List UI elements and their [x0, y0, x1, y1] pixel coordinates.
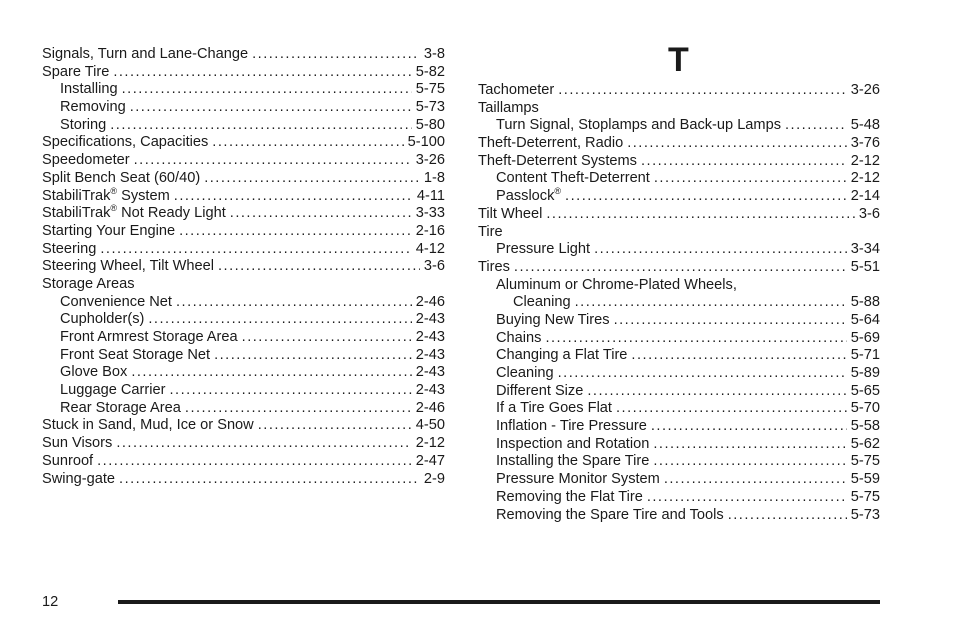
index-entry-page: 5-75	[415, 81, 445, 98]
dot-leader	[176, 294, 412, 312]
index-entry-page: 5-75	[850, 488, 880, 505]
index-entry-page: 2-47	[415, 452, 445, 469]
index-entry-label: Starting Your Engine	[42, 222, 176, 239]
index-entry-page: 5-88	[850, 294, 880, 311]
index-entry-label: Content Theft-Deterrent	[496, 170, 650, 187]
dot-leader	[647, 489, 847, 507]
index-entry-label: Removing the Flat Tire	[496, 488, 643, 505]
index-entry-page: 5-51	[850, 258, 880, 275]
index-entry	[478, 507, 880, 525]
dot-leader	[653, 436, 846, 454]
index-column-right	[478, 82, 880, 524]
dot-leader	[614, 312, 847, 330]
dot-leader	[100, 241, 411, 259]
dot-leader	[728, 507, 847, 525]
index-entry-page: 2-43	[415, 329, 445, 345]
index-entry-label: Taillamps	[478, 99, 539, 116]
footer-rule	[118, 600, 880, 604]
index-entry	[478, 312, 880, 330]
index-entry	[42, 81, 445, 99]
index-entry-page: 2-9	[423, 470, 445, 487]
dot-leader	[131, 364, 411, 382]
index-entry	[42, 205, 445, 223]
index-entry-label: Removing the Spare Tire and Tools	[496, 506, 724, 523]
dot-leader	[565, 188, 847, 206]
index-entry	[42, 185, 445, 206]
index-entry-page: 4-50	[415, 417, 445, 434]
dot-leader	[119, 471, 420, 489]
index-entry	[42, 329, 445, 347]
dot-leader	[664, 471, 847, 489]
index-entry-page: 5-73	[415, 99, 445, 116]
index-entry-label: Tire	[478, 223, 503, 240]
index-entry-page: 2-12	[415, 435, 445, 452]
index-entry-page: 5-59	[850, 471, 880, 488]
dot-leader	[587, 383, 846, 401]
index-entry-label: Sun Visors	[42, 435, 113, 452]
index-entry	[478, 400, 880, 418]
index-entry-page: 3-6	[423, 258, 445, 275]
index-entry-page: 5-65	[850, 382, 880, 399]
index-entry	[42, 258, 445, 276]
index-entry-label: Speedometer	[42, 152, 130, 169]
index-entry-label: Front Armrest Storage Area	[60, 329, 238, 345]
index-entry-page: 1-8	[423, 169, 445, 186]
dot-leader	[113, 64, 411, 82]
index-entry-label: If a Tire Goes Flat	[496, 400, 612, 417]
dot-leader	[575, 294, 847, 312]
index-entry-page: 3-34	[850, 241, 880, 258]
index-entry-page: 5-62	[850, 435, 880, 452]
dot-leader	[252, 46, 420, 64]
index-entry-page: 5-100	[407, 134, 445, 151]
index-entry-page: 5-69	[850, 329, 880, 346]
dot-leader	[651, 418, 847, 436]
dot-leader	[185, 400, 412, 418]
index-entry-page: 5-82	[415, 63, 445, 80]
index-entry-page: 3-8	[423, 46, 445, 62]
index-entry-label: Different Size	[496, 382, 584, 399]
registered-mark: ®	[110, 203, 118, 214]
index-entry-label: Turn Signal, Stoplamps and Back-up Lamps	[496, 117, 781, 134]
dot-leader	[514, 259, 847, 277]
dot-leader	[545, 330, 846, 348]
index-entry	[42, 223, 445, 241]
dot-leader	[212, 134, 403, 152]
index-entry-label: Front Seat Storage Net	[60, 346, 211, 363]
index-entry	[42, 64, 445, 82]
dot-leader	[214, 347, 412, 365]
index-entry	[42, 471, 445, 489]
index-entry-label: Inflation - Tire Pressure	[496, 418, 647, 435]
index-entry-page: 3-26	[415, 152, 445, 169]
index-entry-label: Stuck in Sand, Mud, Ice or Snow	[42, 417, 254, 434]
index-entry	[42, 134, 445, 152]
index-entry	[42, 435, 445, 453]
index-entry	[42, 117, 445, 135]
dot-leader	[148, 311, 411, 329]
index-entry	[478, 224, 880, 242]
index-entry	[478, 347, 880, 365]
index-entry	[478, 100, 880, 118]
index-entry	[42, 400, 445, 418]
index-entry-label: Pressure Light	[496, 241, 591, 258]
dot-leader	[616, 400, 847, 418]
index-entry-page: 4-11	[416, 187, 445, 204]
index-entry	[42, 382, 445, 400]
index-entry-label: Aluminum or Chrome-Plated Wheels,	[496, 276, 737, 293]
index-entry-label: Cupholder(s)	[60, 311, 145, 328]
index-entry	[478, 188, 880, 206]
index-entry	[478, 453, 880, 471]
index-entry-label: Luggage Carrier	[60, 382, 166, 399]
index-entry-page: 5-80	[415, 116, 445, 133]
index-entry	[478, 436, 880, 454]
section-letter: T	[668, 41, 689, 79]
index-entry	[478, 489, 880, 507]
index-entry	[42, 170, 445, 188]
registered-mark: ®	[110, 185, 118, 196]
index-entry-page: 3-33	[415, 205, 445, 222]
index-entry	[478, 418, 880, 436]
dot-leader	[641, 153, 847, 171]
index-entry	[42, 152, 445, 170]
index-entry-label: StabiliTrak® System	[42, 185, 170, 204]
dot-leader	[218, 258, 420, 276]
index-entry	[42, 276, 445, 294]
index-entry-page: 5-64	[850, 311, 880, 328]
index-entry-page: 4-12	[415, 240, 445, 257]
dot-leader	[230, 205, 412, 223]
index-entry-label: Theft-Deterrent Systems	[478, 152, 637, 169]
dot-leader	[204, 170, 420, 188]
index-entry-label: Installing the Spare Tire	[496, 453, 650, 470]
index-entry-label: Signals, Turn and Lane-Change	[42, 46, 249, 62]
index-entry	[478, 383, 880, 401]
index-entry-page: 2-43	[415, 364, 445, 381]
index-entry-label: Changing a Flat Tire	[496, 347, 628, 364]
index-entry-label: Theft-Deterrent, Radio	[478, 135, 624, 152]
index-entry-label: Glove Box	[60, 364, 128, 381]
index-entry-page: 2-43	[415, 311, 445, 328]
dot-leader	[169, 382, 411, 400]
index-entry-page: 2-46	[415, 399, 445, 416]
index-entry-label: Tires	[478, 258, 510, 275]
dot-leader	[558, 365, 847, 383]
index-entry-label: Passlock®	[496, 186, 562, 205]
index-entry	[42, 417, 445, 435]
index-entry-label: Buying New Tires	[496, 311, 610, 328]
index-entry-page: 3-6	[858, 205, 880, 222]
index-entry-page: 2-16	[415, 222, 445, 239]
dot-leader	[116, 435, 411, 453]
index-entry	[478, 330, 880, 348]
dot-leader	[122, 81, 412, 99]
index-entry	[42, 347, 445, 365]
index-entry-label: Spare Tire	[42, 63, 110, 80]
index-entry-label: Steering Wheel, Tilt Wheel	[42, 258, 214, 275]
index-entry-page: 2-43	[415, 346, 445, 363]
index-entry	[42, 453, 445, 471]
index-entry-label: Storage Areas	[42, 275, 135, 292]
index-entry-page: 2-12	[850, 170, 880, 187]
index-entry	[478, 206, 880, 224]
index-entry	[478, 471, 880, 489]
index-entry	[478, 170, 880, 188]
dot-leader	[594, 241, 847, 259]
index-entry-label: Pressure Monitor System	[496, 471, 660, 488]
index-entry-page: 3-26	[850, 82, 880, 98]
index-entry	[478, 117, 880, 135]
index-entry	[478, 277, 880, 295]
dot-leader	[653, 453, 846, 471]
dot-leader	[242, 329, 412, 347]
index-entry	[478, 241, 880, 259]
index-entry	[42, 364, 445, 382]
dot-leader	[558, 82, 847, 100]
index-column-left	[42, 46, 445, 488]
index-entry-label: Chains	[496, 329, 542, 346]
index-entry-label: Installing	[60, 81, 118, 98]
index-entry-page: 2-46	[415, 293, 445, 310]
index-entry	[478, 135, 880, 153]
index-entry-page: 5-58	[850, 418, 880, 435]
index-entry	[478, 365, 880, 383]
page-number: 12	[42, 594, 59, 610]
index-entry-page: 2-12	[850, 152, 880, 169]
index-entry-label: Cleaning	[496, 365, 554, 381]
index-entry-label: Inspection and Rotation	[496, 435, 650, 452]
index-entry	[42, 294, 445, 312]
index-entry-page: 5-70	[850, 400, 880, 417]
index-entry-page: 2-43	[415, 382, 445, 399]
dot-leader	[258, 417, 412, 435]
index-entry-label: Removing	[60, 99, 126, 116]
index-entry	[42, 46, 445, 64]
index-entry	[478, 294, 880, 312]
index-entry-label: Cleaning	[513, 294, 571, 311]
index-entry-page: 5-75	[850, 453, 880, 470]
index-entry-label: Sunroof	[42, 452, 94, 469]
index-entry-page: 2-14	[850, 188, 880, 205]
index-entry-page: 5-48	[850, 117, 880, 134]
index-entry-label: Tachometer	[478, 82, 555, 98]
dot-leader	[546, 206, 855, 224]
index-entry	[42, 241, 445, 259]
index-entry	[478, 259, 880, 277]
dot-leader	[134, 152, 412, 170]
index-entry	[478, 153, 880, 171]
index-entry-label: Convenience Net	[60, 293, 172, 310]
dot-leader	[631, 347, 846, 365]
dot-leader	[785, 117, 847, 135]
index-entry-page: 5-73	[850, 506, 880, 523]
dot-leader	[654, 170, 847, 188]
registered-mark: ®	[554, 186, 562, 197]
index-entry-page: 5-71	[850, 347, 880, 364]
index-entry-page: 5-89	[850, 365, 880, 381]
index-entry	[42, 311, 445, 329]
index-entry	[42, 99, 445, 117]
index-entry	[478, 82, 880, 100]
index-entry-label: Specifications, Capacities	[42, 134, 209, 151]
index-entry-label: Swing-gate	[42, 470, 116, 487]
dot-leader	[174, 188, 413, 206]
dot-leader	[97, 453, 412, 471]
index-entry-label: Rear Storage Area	[60, 399, 181, 416]
index-entry-label: StabiliTrak® Not Ready Light	[42, 203, 226, 222]
dot-leader	[179, 223, 412, 241]
dot-leader	[627, 135, 847, 153]
index-entry-label: Split Bench Seat (60/40)	[42, 169, 201, 186]
dot-leader	[130, 99, 412, 117]
dot-leader	[110, 117, 412, 135]
index-entry-page: 3-76	[850, 135, 880, 152]
index-entry-label: Tilt Wheel	[478, 205, 543, 222]
index-entry-label: Steering	[42, 240, 97, 257]
index-entry-label: Storing	[60, 116, 107, 133]
